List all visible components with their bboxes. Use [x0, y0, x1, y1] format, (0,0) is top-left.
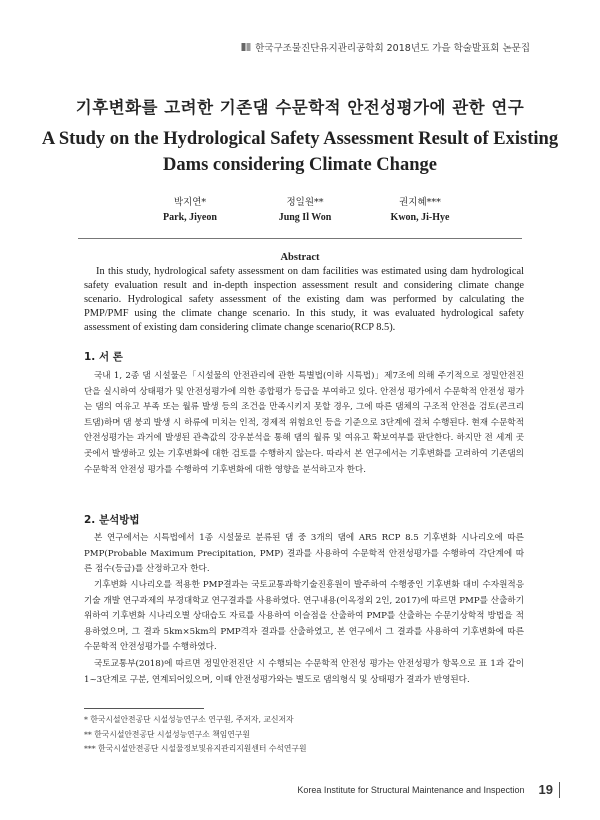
footnote: * 한국시설안전공단 시설성능연구소 연구원, 주저자, 교신저자 [84, 715, 294, 724]
title-english-line2: Dams considering Climate Change [163, 155, 437, 175]
abstract-body: In this study, hydrological safety assessment on dam facilities was estimated using dam hydrological safety evaluation result and in-depth inspection assessment result and considering climate change scenario. Hydrological safety assessment of the existing dam was performed by calculating the PMP/PMF using the climate change scenario. In this study, it was evaluated hydrological safety assessment of existing dam considering climate change scenario(RCP 8.5). [84, 266, 524, 333]
page-footer [297, 782, 560, 798]
author-name-korean: 정일원** [286, 197, 324, 208]
paragraph: 본 연구에서는 시특법에서 1종 시설물로 분류된 댐 중 3개의 댐에 AR5 RCP 8.5 기후변화 시나리오에 따른 PMP(Probable Maximum Precipitation, PMP) 결과를 사용하여 수문학적 안전성평가를 수행하여 각단계에 따른 점수(등급)를 산정하고자 한다. [84, 533, 524, 575]
running-head [241, 40, 530, 54]
title-divider [78, 238, 522, 239]
author-name-english: Park, Jiyeon [163, 212, 217, 223]
book-icon [241, 42, 251, 52]
author-2 [245, 194, 365, 223]
author-name-english: Kwon, Ji-Hye [390, 212, 450, 223]
title-korean: 기후변화를 고려한 기존댐 수문학적 안전성평가에 관한 연구 [75, 98, 525, 117]
author-1 [130, 194, 250, 223]
page-number: 19 [539, 782, 560, 798]
footnotes [84, 713, 524, 757]
abstract-heading: Abstract [280, 252, 320, 263]
footnote: *** 한국시설안전공단 시설물정보및유지관리지원센터 수석연구원 [84, 744, 307, 753]
paragraph: 국토교통부(2018)에 따르면 정밀안전진단 시 수행되는 수문학적 안전성 평가는 안전성평가 항목으로 표 1과 같이 1~3단계로 구분, 연계되어있으며, 이때 안전성평가와는 별도로 댐의형식 및 상태평가 결과가 반영된다. [84, 659, 524, 685]
section-heading-method: 2. 분석방법 [84, 514, 140, 526]
title-english [0, 126, 600, 178]
paragraph: 국내 1, 2종 댐 시설물은「시설물의 안전관리에 관한 특별법(이하 시특법)」제7조에 의해 주기적으로 정밀안전진단을 실시하여 상태평가 및 안전성평가에 의한 종합평가 등급을 부여하고 있다. 안전성 평가에서 수문학적 안전성 평가는 댐의 여유고 부족 또는 월류 발생 등의 조건을 만족시키지 못할 경우, 그에 따른 댐체의 구조적 안전을 검토(콘크리트댐)하며 댐 붕괴 발생 시 하류에 미치는 인적, 경제적 위험요인 등을 기준으로 3단계에 걸쳐 수행된다. 현재 수문학적 안전성평가는 과거에 발생된 관측값의 강우분석을 통해 댐의 월류 및 여유고 확보여부를 판단한다. 하지만 전 세계 곳곳에서 발생하고 있는 기후변화에 대한 검토를 수행하지 않는다. 따라서 본 연구에서는 기후변화를 고려하여 기존댐의 수문학적 안전성 평가를 수행하여 기후변화에 대한 영향을 분석하고자 한다. [84, 371, 524, 475]
running-head-text: 한국구조물진단유지관리공학회 2018년도 가을 학술발표회 논문집 [255, 43, 530, 54]
footer-publisher: Korea Institute for Structural Maintenance and Inspection [297, 785, 525, 795]
author-3 [360, 194, 480, 223]
footnote-divider [84, 708, 204, 709]
author-name-korean: 박지연* [173, 197, 207, 208]
author-name-english: Jung Il Won [278, 212, 332, 223]
section-heading-introduction: 1. 서 론 [84, 351, 123, 363]
footnote: ** 한국시설안전공단 시설성능연구소 책임연구원 [84, 729, 250, 739]
paragraph: 기후변화 시나리오를 적용한 PMP결과는 국토교통과학기술진흥원이 발주하여 수행중인 기후변화 대비 수자원적응기술 개발 연구과제의 부경대학교 연구결과를 사용하였다. 연구내용(이옥정외 2인, 2017)에 따르면 PMP를 산출하기 위하여 기후변화 시나리오별 상대습도 자료를 사용하여 이슬점을 산출하여 PMP를 산출하는 수문기상학적 방법을 적용하였으며, 그 결과 5km×5km의 PMP격자 결과를 산출하였고, 본 연구에서 그 결과를 사용하여 기후변화에 따른 수문학적 안전성평가를 수행하였다. [84, 580, 524, 653]
author-name-korean: 권지혜*** [399, 197, 441, 208]
title-english-line1: A Study on the Hydrological Safety Assessment Result of Existing [41, 129, 559, 149]
